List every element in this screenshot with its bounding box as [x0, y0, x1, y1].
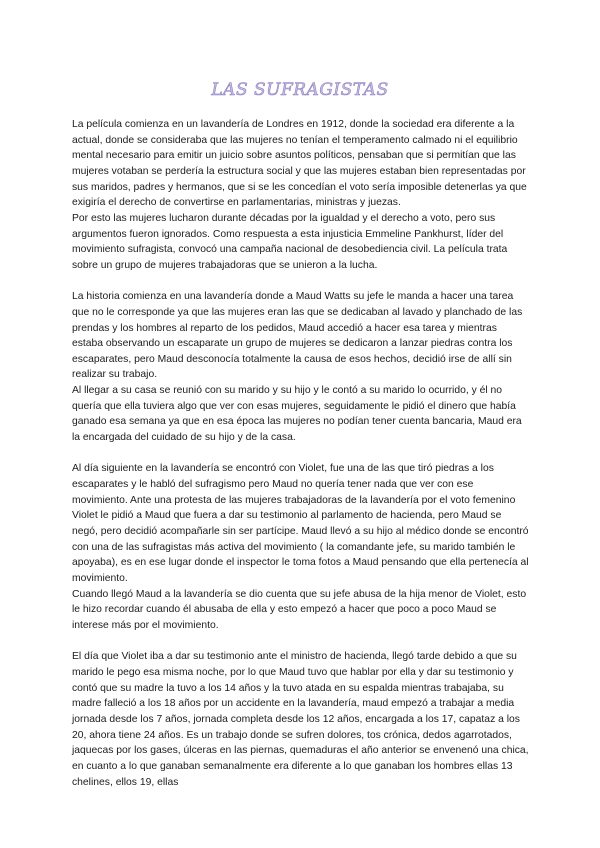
paragraph-intro-2: Por esto las mujeres lucharon durante décadas por la igualdad y el derecho a voto, pero sus argumentos fueron ignorados. Como respuesta a esta injusticia Emmeline Pankhurst, líder del movimiento sufragista, convocó una campaña nacional de desobediencia civil. La película trata sobre un grupo de mujeres trabajadoras que se unieron a la lucha.	[72, 212, 508, 271]
paragraph-story-2: Al llegar a su casa se reunió con su marido y su hijo y le contó a su marido lo ocurrido, y él no quería que ella tuviera algo que ver con esas mujeres, seguidamente le pidió el dinero que había ganado esa semana ya que en esa época las mujeres no podían tener cuenta bancaria, Maud era la encargada del cuidado de su hijo y de la casa.	[72, 385, 522, 444]
document-body	[72, 117, 530, 790]
paragraph-story-1: La historia comienza en una lavandería donde a Maud Watts su jefe le manda a hacer una tarea que no le corresponde ya que las mujeres eran las que se dedicaban al lavado y planchado de las prendas y los hombres al reparto de los pedidos, Maud accedió a hacer esa tarea y mientras estaba observando un escaparate un grupo de mujeres se dedicaron a lanzar piedras contra los escaparates, pero Maud desconocía totalmente la causa de esos hechos, decidió irse de allí sin realizar su trabajo.	[72, 291, 523, 381]
document-title: LAS SUFRAGISTAS	[211, 80, 389, 100]
paragraph-violet-1: Al día siguiente en la lavandería se encontró con Violet, fue una de las que tiró piedras a los escaparates y le habló del sufragismo pero Maud no quería tener nada que ver con ese movimiento. Ante una protesta de las mujeres trabajadoras de la lavandería por el voto femenino Violet le pidió a Maud que fuera a dar su testimonio al parlamento de hacienda, pero Maud se negó, pero decidió acompañarle sin ser partícipe. Maud llevó a su hijo al médico donde se encontró con una de las sufragistas más activa del movimiento ( la comandante jefe, su marido también le apoyaba), es en ese lugar donde el inspector le toma fotos a Maud pensando que ella pertenecía al movimiento.	[72, 463, 529, 584]
paragraph-testimony: El día que Violet iba a dar su testimonio ante el ministro de hacienda, llegó tarde debido a que su marido le pego esa misma noche, por lo que Maud tuvo que hablar por ella y dar su testimonio y contó que su madre la tuvo a los 14 años y la tuvo atada en su espalda mientras trabajaba, su madre falleció a los 18 años por un accidente en la lavandería, maud empezó a trabajar a media jornada desde los 7 años, jornada completa desde los 12 años, encargada a los 17, capataz a los 20, ahora tiene 24 años. Es un trabajo donde se sufren dolores, tos crónica, dedos agarrotados, jaquecas por los gases, úlceras en las piernas, quemaduras el año anterior se envenenó una chica, en cuanto a lo que ganaban semanalmente era diferente a lo que ganaban los hombres ellas 13 chelines, ellos 19, ellas	[72, 651, 529, 788]
paragraph-gap	[72, 274, 530, 290]
paragraph-violet-2: Cuando llegó Maud a la lavandería se dio cuenta que su jefe abusa de la hija menor de Violet, esto le hizo recordar cuando él abusaba de ella y esto empezó a hacer que poco a poco Maud se interese más por el movimiento.	[72, 588, 527, 631]
paragraph-intro-1: La película comienza en un lavandería de Londres en 1912, donde la sociedad era diferente a la actual, donde se consideraba que las mujeres no tenían el temperamento calmado ni el equilibrio mental necesario para emitir un juicio sobre asuntos políticos, pensaban que si permitían que las mujeres votaban se perdería la estructura social y que las mujeres estaban bien representadas por sus maridos, padres y hermanos, que si se les concedían el voto sería imposible detenerlas ya que exigiría el derecho de convertirse en parlamentarias, ministras y juezas.	[72, 119, 527, 209]
paragraph-gap	[72, 446, 530, 462]
paragraph-gap	[72, 634, 530, 650]
